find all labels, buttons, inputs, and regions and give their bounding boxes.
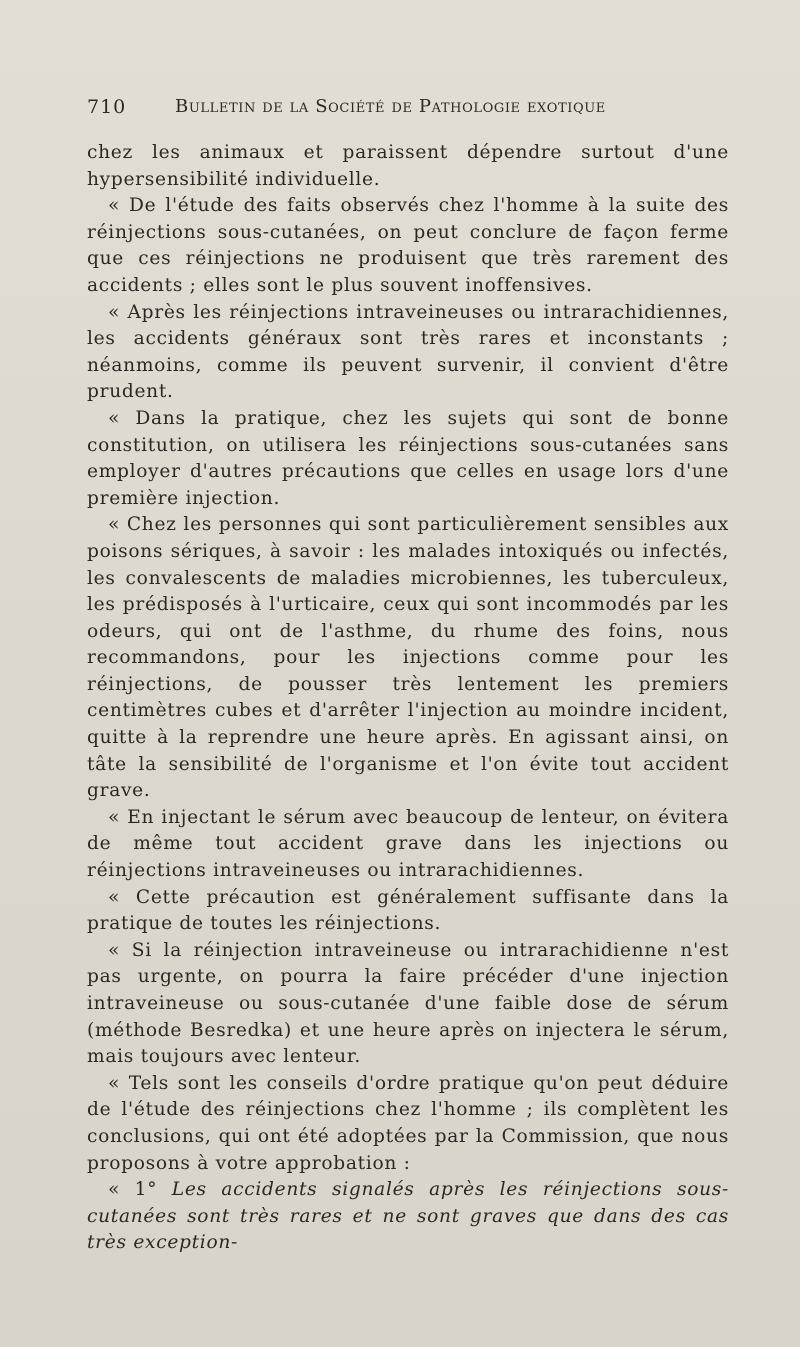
paragraph: « Après les réinjections intraveineuses ou intrarachidiennes, les accidents généraux sont très rares et inconstants ; néanmoins, comme ils peuvent survenir, il convient d'être prudent.	[87, 301, 729, 403]
final-paragraph-lead: « 1°	[108, 1179, 172, 1201]
final-paragraph	[87, 1177, 729, 1257]
paragraph: « Dans la pratique, chez les sujets qui sont de bonne constitution, on utilisera les réinjections sous-cutanées sans employer d'autres précautions que celles en usage lors d'une première injection.	[87, 407, 729, 509]
page-header	[87, 96, 740, 126]
paragraph: « Cette précaution est généralement suffisante dans la pratique de toutes les réinjections.	[87, 886, 729, 935]
paragraph: « En injectant le sérum avec beaucoup de lenteur, on évitera de même tout accident grave dans les injections ou réinjections intraveineuses ou intrarachidiennes.	[87, 806, 729, 882]
body-text	[87, 140, 729, 1257]
running-head: Bulletin de la Société de Pathologie exotique	[175, 96, 606, 117]
paragraph: « Si la réinjection intraveineuse ou intrarachidienne n'est pas urgente, on pourra la faire précéder d'une injection intraveineuse ou sous-cutanée d'une faible dose de sérum (méthode Besredka) et une heure après on injectera le sérum, mais toujours avec lenteur.	[87, 939, 729, 1068]
final-paragraph-italic: Les accidents signalés après les réinjections sous-cutanées sont très rares et ne sont graves que dans des cas très exception-	[87, 1179, 729, 1254]
paragraph: « Chez les personnes qui sont particulièrement sensibles aux poisons sériques, à savoir : les malades intoxiqués ou infectés, les convalescents de maladies microbiennes, les tuberculeux, les prédisposés à l'urticaire, ceux qui sont incommodés par les odeurs, qui ont de l'asthme, du rhume des foins, nous recommandons, pour les injections comme pour les réinjections, de pousser très lentement les premiers centimètres cubes et d'arrêter l'injection au moindre incident, quitte à la reprendre une heure après. En agissant ainsi, on tâte la sensibilité de l'organisme et l'on évite tout accident grave.	[87, 514, 729, 802]
paragraph: « De l'étude des faits observés chez l'homme à la suite des réinjections sous-cutanées, on peut conclure de façon ferme que ces réinjections ne produisent que très rarement des accidents ; elles sont le plus souvent inoffensives.	[87, 195, 729, 296]
page-number: 710	[87, 96, 127, 118]
paragraph: chez les animaux et paraissent dépendre surtout d'une hypersensibilité individuelle.	[87, 142, 729, 190]
paragraph: « Tels sont les conseils d'ordre pratique qu'on peut déduire de l'étude des réinjections chez l'homme ; ils complètent les conclusions, qui ont été adoptées par la Commission, que nous proposons à votre approbation :	[87, 1072, 729, 1174]
